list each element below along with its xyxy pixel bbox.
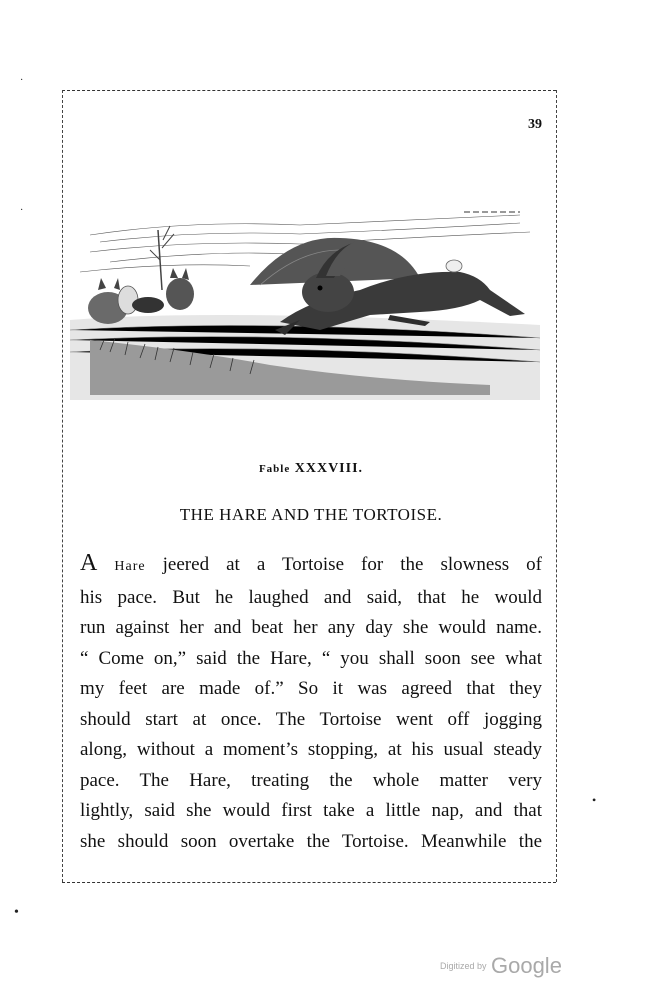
fable-title: THE HARE AND THE TORTOISE.	[179, 505, 443, 524]
body-line	[80, 548, 542, 583]
body-line: my feet are made of.” So it was agreed that they	[80, 678, 542, 699]
fable-label: Fable	[258, 463, 291, 475]
scan-speck: ·	[20, 75, 24, 86]
body-line: along, without a moment’s stopping, at his usual steady	[80, 739, 542, 760]
scan-speck: ·	[20, 205, 24, 216]
body-line: lightly, said she would first take a little nap, and that	[80, 800, 542, 821]
scan-speck: •	[14, 905, 19, 920]
hare-illustration	[70, 190, 540, 400]
page-frame-right	[556, 90, 557, 882]
page-frame-left	[62, 90, 63, 882]
page-frame-bottom	[62, 882, 556, 883]
body-line: “ Come on,” said the Hare, “ you shall soon see what	[80, 647, 542, 669]
body-line: his pace. But he laughed and said, that he would	[80, 586, 542, 608]
drop-cap: A	[80, 550, 98, 576]
digitized-watermark	[440, 953, 580, 979]
page-number: 39	[528, 117, 542, 132]
fable-numeral: XXXVIII.	[294, 461, 364, 476]
scan-speck: •	[592, 793, 597, 807]
fable-body	[80, 548, 542, 857]
body-line: pace. The Hare, treating the whole matter very	[80, 769, 542, 791]
page-frame-top	[62, 90, 556, 91]
body-line: run against her and beat her any day she would name.	[80, 617, 542, 638]
body-line: she should soon overtake the Tortoise. Meanwhile the	[80, 830, 542, 852]
body-line-text: jeered at a Tortoise for the slowness of	[145, 554, 543, 575]
watermark-prefix: Digitized by	[440, 961, 487, 971]
fable-number	[0, 461, 622, 477]
body-line: should start at once. The Tortoise went off jogging	[80, 708, 542, 730]
small-caps-word: Hare	[114, 559, 146, 574]
watermark-brand: Google	[490, 953, 562, 978]
